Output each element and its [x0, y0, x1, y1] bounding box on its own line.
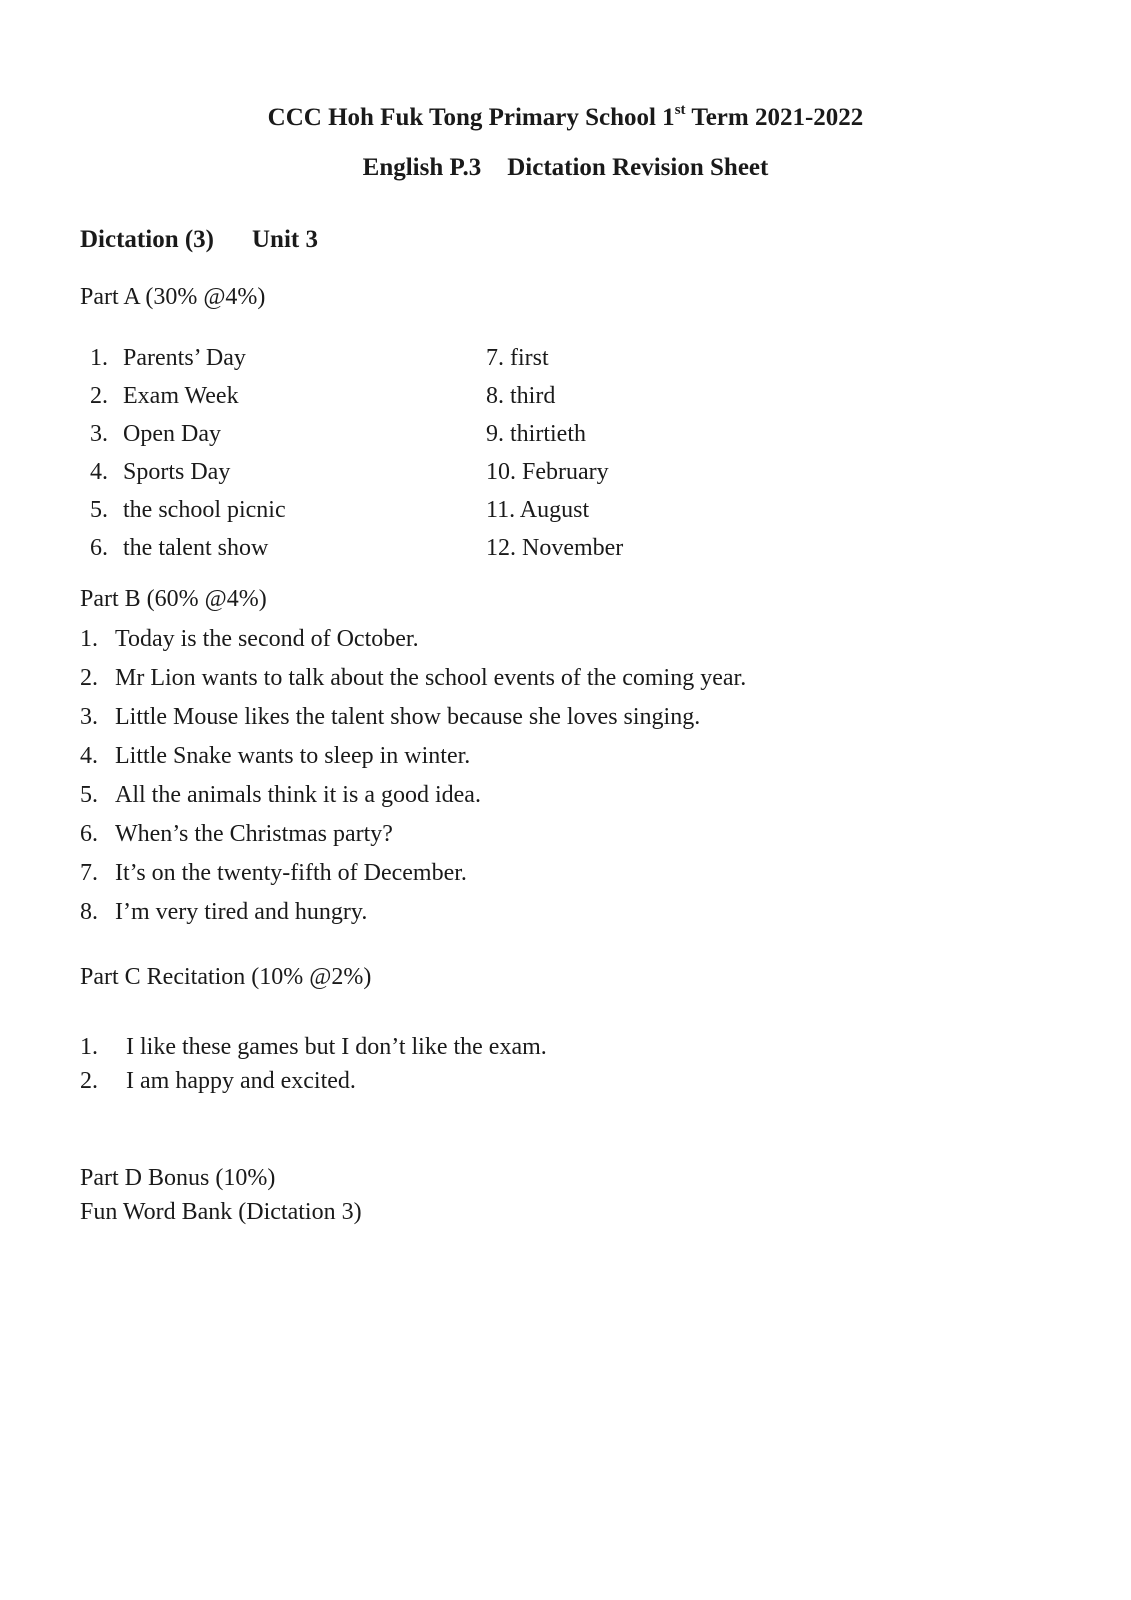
part-a-label: Part A (30% @4%) [80, 284, 266, 310]
title-superscript: st [674, 102, 686, 118]
item-number: 3. [90, 421, 108, 447]
list-item [90, 377, 286, 415]
list-item: 10. February [486, 459, 609, 485]
subtitle-sheet-name: Dictation Revision Sheet [507, 154, 769, 181]
title-school-text: CCC Hoh Fuk Tong Primary School 1 [267, 104, 675, 131]
list-item: 8. third [486, 383, 556, 409]
item-number: 2. [80, 1068, 98, 1094]
item-text: Parents’ Day [123, 345, 246, 371]
item-number: 2. [90, 383, 108, 409]
list-item [80, 659, 746, 698]
item-text: When’s the Christmas party? [115, 821, 393, 847]
list-item: 7. first [486, 345, 549, 371]
part-b-label: Part B (60% @4%) [80, 586, 267, 612]
item-text: It’s on the twenty-fifth of December. [115, 860, 467, 886]
part-a-right-list [486, 339, 623, 567]
item-number: 1. [80, 626, 98, 652]
item-number: 5. [90, 497, 108, 523]
list-item [80, 854, 746, 893]
list-item [80, 698, 746, 737]
list-item: 9. thirtieth [486, 421, 586, 447]
item-number: 1. [80, 1034, 98, 1060]
item-text: the school picnic [123, 497, 286, 523]
part-b-list [80, 620, 746, 932]
list-item [90, 339, 286, 377]
item-text: Mr Lion wants to talk about the school events of the coming year. [115, 665, 747, 691]
item-text: the talent show [123, 535, 269, 561]
list-item [80, 776, 746, 815]
item-text: I’m very tired and hungry. [115, 899, 368, 925]
list-item [90, 415, 286, 453]
list-item: 11. August [486, 497, 590, 523]
list-item [90, 529, 286, 567]
item-number: 8. [80, 899, 98, 925]
item-text: I am happy and excited. [126, 1068, 356, 1094]
item-text: All the animals think it is a good idea. [115, 782, 481, 808]
item-number: 6. [80, 821, 98, 847]
item-number: 4. [80, 743, 98, 769]
item-number: 6. [90, 535, 108, 561]
unit-label: Unit 3 [252, 226, 318, 253]
item-text: Open Day [123, 421, 221, 447]
list-item [80, 815, 746, 854]
item-text: Little Snake wants to sleep in winter. [115, 743, 471, 769]
list-item [90, 491, 286, 529]
item-number: 4. [90, 459, 108, 485]
part-c-label: Part C Recitation (10% @2%) [80, 964, 372, 990]
dictation-number: Dictation (3) [80, 226, 214, 253]
item-text: I like these games but I don’t like the exam. [126, 1034, 547, 1060]
list-item [80, 893, 746, 932]
item-number: 5. [80, 782, 98, 808]
part-d-subtitle: Fun Word Bank (Dictation 3) [80, 1199, 362, 1225]
item-text: Today is the second of October. [115, 626, 419, 652]
list-item [90, 453, 286, 491]
item-number: 1. [90, 345, 108, 371]
item-number: 2. [80, 665, 98, 691]
item-text: Sports Day [123, 459, 231, 485]
sheet-subtitle [0, 154, 1131, 182]
subtitle-subject: English P.3 [362, 154, 482, 181]
item-text: Little Mouse likes the talent show because she loves singing. [115, 704, 701, 730]
list-item [80, 620, 746, 659]
list-item: 12. November [486, 535, 624, 561]
item-number: 3. [80, 704, 98, 730]
school-term-title [0, 104, 1131, 132]
title-term-text: Term 2021-2022 [685, 104, 864, 131]
list-item [80, 1064, 547, 1098]
item-number: 7. [80, 860, 98, 886]
part-a-left-list [90, 339, 286, 567]
item-text: Exam Week [123, 383, 239, 409]
part-c-list [80, 1030, 547, 1098]
list-item [80, 1030, 547, 1064]
list-item [80, 737, 746, 776]
part-d-label: Part D Bonus (10%) [80, 1165, 276, 1191]
dictation-heading [80, 226, 318, 254]
